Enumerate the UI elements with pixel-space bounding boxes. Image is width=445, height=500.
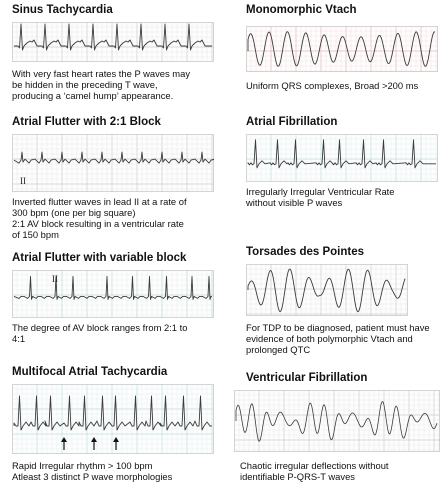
panel-title: Multifocal Atrial Tachycardia (12, 366, 168, 378)
panel-sinus-tachycardia (12, 4, 212, 17)
ecg-strip-monomorphic-vtach (246, 26, 438, 72)
lead-label: II (52, 274, 58, 284)
panel-torsades (246, 246, 436, 259)
panel-title: Atrial Fibrillation (246, 116, 338, 128)
panel-description: Inverted flutter waves in lead II at a rate of 300 bpm (one per big square) 2:1 AV block resulting in a ventricular rate of 150 bpm (12, 196, 187, 240)
panel-title: Atrial Flutter with 2:1 Block (12, 116, 161, 128)
panel-title: Monomorphic Vtach (246, 4, 357, 16)
panel-description: Rapid Irregular rhythm > 100 bpm Atleast 3 distinct P wave morphologies (12, 460, 173, 482)
panel-description: Uniform QRS complexes, Broad >200 ms (246, 80, 419, 91)
panel-multifocal-atrial-tachycardia (12, 366, 227, 379)
panel-title: Sinus Tachycardia (12, 4, 113, 16)
panel-title: Torsades des Pointes (246, 246, 365, 258)
panel-title: Atrial Flutter with variable block (12, 252, 187, 264)
panel-atrial-flutter-2-1 (12, 116, 222, 129)
panel-description: Chaotic irregular deflections without identifiable P-QRS-T waves (240, 460, 389, 482)
panel-description: The degree of AV block ranges from 2:1 to 4:1 (12, 322, 188, 344)
ecg-strip-atrial-fibrillation (246, 134, 438, 182)
panel-atrial-fibrillation (246, 116, 436, 129)
panel-ventricular-fibrillation (246, 372, 436, 385)
ecg-strip-multifocal-atrial-tachycardia (12, 384, 214, 454)
panel-atrial-flutter-variable (12, 252, 227, 265)
ecg-strip-atrial-flutter-2-1 (12, 134, 214, 192)
panel-description: Irregularly Irregular Ventricular Rate without visible P waves (246, 186, 395, 208)
ecg-strip-sinus-tachycardia (12, 22, 214, 62)
panel-description: With very fast heart rates the P waves may be hidden in the preceding T wave, producing a ‘camel hump’ appearance. (12, 68, 191, 101)
panel-monomorphic-vtach (246, 4, 436, 17)
ecg-strip-torsades (246, 264, 408, 316)
ecg-strip-ventricular-fibrillation (234, 390, 440, 452)
panel-description: For TDP to be diagnosed, patient must have evidence of both polymorphic Vtach and prolonged QTC (246, 322, 430, 355)
lead-label: II (20, 176, 26, 186)
ecg-strip-atrial-flutter-variable (12, 270, 214, 318)
panel-title: Ventricular Fibrillation (246, 372, 368, 384)
